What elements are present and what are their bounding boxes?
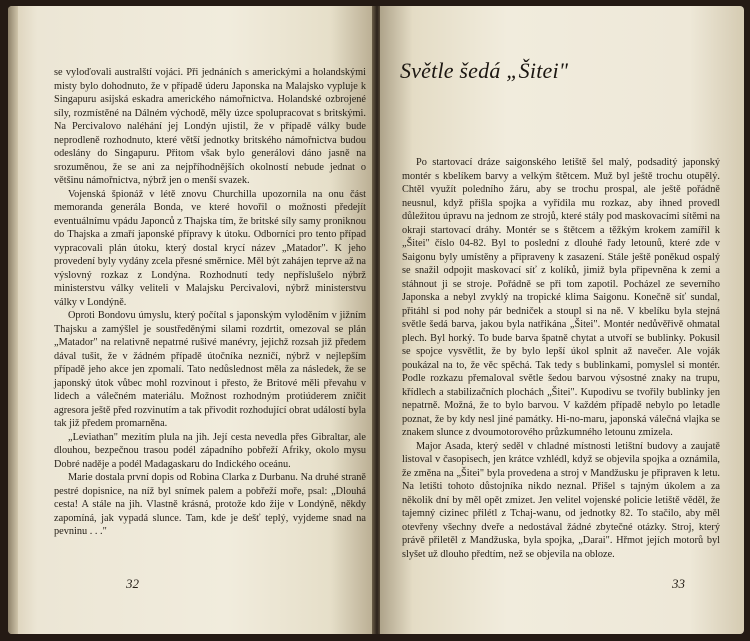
paragraph: Po startovací dráze saigonského letiště šel malý, podsaditý japonský montér s kbelíkem barvy a velkým štětcem. Muž byl ještě trochu otupělý. Chtěl využít poledního žáru, aby se trochu prospal, ale ještě pořádně neusnul, když přišla spojka a vyřídila mu rozkaz, aby ihned provedl důležitou úpravu na jednom ze strojů, které stály pod maskovacími sítěmi na okraji startovací dráhy. Montér se s štětcem a těžkým krokem zamířil k „Šitei" číslo 04-82. Byl to poslední z dlouhé řady letounů, které zde v Saigonu byly umístěny a připraveny k zasazení. Stále ještě poněkud ospalý se snažil odpojit maskovací síť z kolíků, jimiž byla připevněna k zemi a stáhnout ji se stroje. Pořádně se při tom zapotil. Pocházel ze severního Japonska a nebyl zvyklý na tropické klima Saigonu. Konečně síť sundal, přitáhl si pod nohy pár bedniček a stoupl si na ně. V kbelíku byla stejná světle šedá barva, jakou byla natřikána „Šitei". Montér nedůvěřivě ohmatal plech. Byl horký. To bude barva špatně chytat a utvoří se bublinky. Pokusil se spojce vysvětlit, že by bylo lepší úkol splnit až navečer. Ale voják poukázal na to, že věc spěchá. Tak tedy s bublinkami, pomyslel si montér. Podle rozkazu přemaloval světle šedou barvou výsostné znaky na trupu, křídlech a stabilizačních plochách „Šitei". Kupodivu se tvořily bublinky jen nepatrně. Možná, že to bylo barvou. V každém případě nebylo po letadle poznat, že by kdy nesl jiné památky. Hi-no-maru, japonská válečná vlajka se znakem slunce z dvoumotorového průzkumného letounu zmizela. (402, 157, 720, 438)
paragraph: se vyloďovali australští vojáci. Při jednáních s americkými a holandskými misty bylo dohodnuto, že v případě úderu Japonska na Malajsko vypluje k Singapuru asijská eskadra amerického námořnictva. Holandské ozbrojené síly, rozmístěné na Dálném východě, měly úzce spolupracovat s britskými. Na Percivalovo naléhání jej Londýn ujistil, že v případě války bude neprodleně rozhodnuto, které větší jednotky britského námořnictva budou odeslány do Singapuru. Přitom však bylo generálovi dáno jasně na srozuměnou, že se ani za nejpříhodnějších okolností nebude jednat o většinu námořnictva, nýbrž jen o menší svazek. (54, 67, 366, 186)
paragraph: Major Asada, který seděl v chladné místnosti letištní budovy a zaujatě listoval v časopisech, jen krátce vzhlédl, když se objevila spojka a oznámila, že změna na „Šitei" byla provedena a stroj v Mandžusku je připraven k letu. Na letišti tohoto důstojníka nikdo neznal. Přišel s tajným úkolem a za několik dní by měl opět zmizet. Jen velitel vojenské policie letiště věděl, že tajemný cizinec přilétl z Tchaj-wanu, od jednotky 82. To stačilo, aby měl otevřeny všechny dveře a nedostával žádné zbytečné otázky. Stroj, který právě přiletěl z Mandžuska, byla spojka, „Darai". Hřmot jejích motorů byl slyšet už dlouho předtím, než se objevila na obloze. (402, 440, 720, 560)
left-page (8, 6, 374, 634)
right-page (380, 6, 744, 634)
open-book (8, 6, 744, 636)
right-page-text (402, 156, 720, 561)
left-page-text (54, 66, 366, 539)
chapter-title: Světle šedá „Šitei" (400, 58, 569, 83)
page-edge (8, 6, 18, 634)
paragraph: „Leviathan" mezitím plula na jih. Její cesta nevedla přes Gibraltar, ale dlouhou, bezpečnou trasou podél západního pobřeží Afriky, okolo mysu Dobré naděje a podél Madagaskaru do Indického oceánu. (54, 431, 366, 470)
paragraph: Vojenská špionáž v létě znovu Churchilla upozornila na onu část memoranda generála Bonda, ve které hovořil o možnosti předejít eventuálnímu vpádu Japonců z Thajska tím, že britské síly samy proniknou do Thajska a zmaří japonské přípravy k útoku. Odborníci pro tento případ vypracovali plán útoku, který dostal krycí název „Matador". K jeho provedení byly vydány zcela přesné směrnice. Měl být zahájen teprve až na výslovný rozkaz z Londýna. Rozhodnutí tedy nepříslušelo nýbrž ministerstvu války veliteli v Malajsku Percivalovi, nýbrž ministerstvu války v Londýně. (54, 188, 366, 308)
paragraph: Marie dostala první dopis od Robina Clarka z Durbanu. Na druhé straně pestré dopisnice, na níž byl snímek palem a pobřeží moře, psal: „Dlouhá cesta! A stále na jih. Vlastně krásná, protože kdo žije v Londýně, někdy zapomíná, jak vypadá slunce. Tam, kde je dešť teplý, vyjdeme snad na pevninu . . ." (54, 472, 366, 537)
page-number: 33 (672, 576, 685, 591)
paragraph: Oproti Bondovu úmyslu, který počítal s japonským vyloděním v jižním Thajsku a zamýšlel je soustředěnými silami rozdrtit, omezoval se plán „Matador" na relativně nepatrné rušivé manévry, jejichž rozsah již předem dával tušit, že v žádném případě útočníka nezničí, nýbrž v nejlepším případě jeho akce jen zpomalí. Tato nedůslednost měla za následek, že se japonský útok vůbec mohl rozvinout i přesto, že Britové měli převahu v lidech a válečném materiálu. Možnost rozhodným protiúderem zničit agresora ještě před rozvinutím a tak přivodit rozhodující obrat událostí byla tak již předem promarněna. (54, 310, 366, 429)
page-number: 32 (126, 576, 139, 591)
